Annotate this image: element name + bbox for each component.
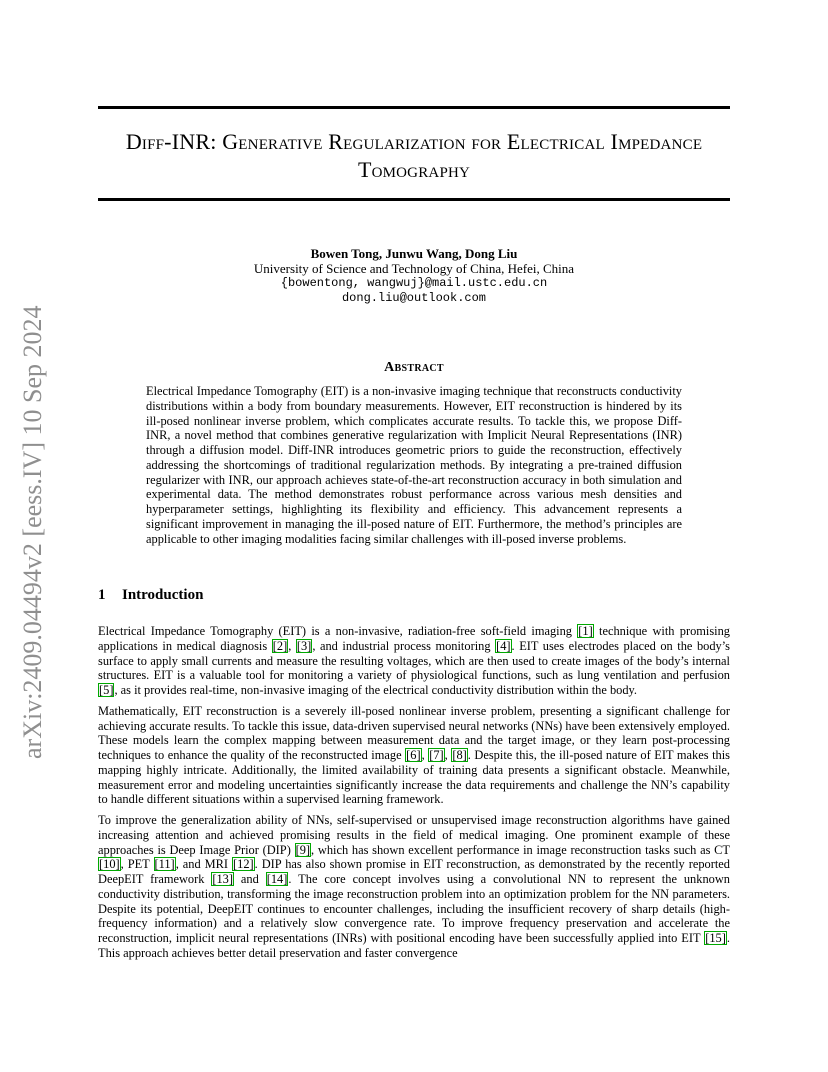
- citation-link[interactable]: [8]: [452, 748, 467, 762]
- section-heading-introduction: [98, 587, 203, 604]
- citation-link[interactable]: [3]: [296, 638, 312, 653]
- text-run: , PET: [120, 857, 154, 872]
- citation-link[interactable]: [10]: [99, 857, 120, 872]
- text-run: . Despite this, the ill-posed nature of EIT makes this mapping highly intricate. Additionally, the limited availability of training data presents a significant obstacle. Meanwhile, measurement error and modeling uncertainties significantly increase the data requirements and challenge the NN’s capability to handle different situations within a supervised learning framework.: [98, 748, 730, 807]
- text-run: and: [234, 872, 266, 886]
- citation-link[interactable]: [7]: [429, 748, 444, 762]
- citation-link[interactable]: [14]: [266, 872, 288, 886]
- author-email-1: {bowentong, wangwuj}@mail.ustc.edu.cn: [280, 276, 548, 290]
- citation-link[interactable]: [12]: [233, 857, 254, 872]
- citation-link[interactable]: [13]: [212, 872, 234, 886]
- text-run: . This approach achieves better detail preservation and faster convergence: [98, 931, 730, 960]
- text-run: , and MRI: [175, 857, 232, 872]
- title-bottom-rule: [98, 198, 730, 201]
- text-run: To improve the generalization ability of NNs, self-supervised or unsupervised image reconstruction algorithms have gained increasing attention and achieved promising results in the field of medical imaging. One prominent example of these approaches is Deep Image Prior (DIP): [98, 813, 730, 857]
- intro-paragraph-1: [98, 624, 730, 698]
- citation-link[interactable]: [11]: [154, 857, 175, 872]
- text-run: ,: [421, 748, 429, 762]
- citation-link[interactable]: [6]: [406, 748, 421, 762]
- citation-link[interactable]: [5]: [99, 683, 114, 697]
- author-affiliation: University of Science and Technology of China, Hefei, China: [253, 261, 575, 276]
- author-names: Bowen Tong, Junwu Wang, Dong Liu: [310, 246, 518, 261]
- text-run: , as it provides real-time, non-invasive imaging of the electrical conductivity distribution within the body.: [114, 683, 638, 697]
- text-run: . DIP has also shown promise in EIT reconstruction, as demonstrated by the recently reported DeepEIT framework: [98, 857, 730, 886]
- citation-link[interactable]: [9]: [295, 842, 311, 857]
- arxiv-identifier: arXiv:2409.04494v2 [eess.IV] 10 Sep 2024: [18, 305, 47, 759]
- text-run: , which has shown excellent performance in image reconstruction tasks such as CT: [311, 842, 730, 857]
- author-email-2: dong.liu@outlook.com: [341, 291, 487, 305]
- text-run: ,: [288, 638, 296, 653]
- section-number: 1: [98, 587, 106, 603]
- abstract-text: Electrical Impedance Tomography (EIT) is a non-invasive imaging technique that reconstructs conductivity distributions within a body from boundary measurements. However, EIT reconstruction is hindered by its ill-posed nonlinear inverse problem, which complicates accurate results. To tackle this, we propose Diff-INR, a novel method that combines generative regularization with Implicit Neural Representations (INR) through a diffusion model. Diff-INR introduces geometric priors to guide the reconstruction, effectively addressing the shortcomings of traditional regularization methods. By integrating a pre-trained diffusion regularizer with INR, our approach achieves state-of-the-art reconstruction accuracy in both simulation and experimental data. The method demonstrates robust performance across various mesh densities and hyperparameter settings, highlighting its flexibility and efficiency. This advancement represents a significant improvement in managing the ill-posed nature of EIT. Furthermore, the method’s principles are applicable to other imaging modalities facing similar challenges with ill-posed inverse problems.: [146, 384, 682, 546]
- text-run: . EIT uses electrodes placed on the body’s surface to apply small currents and measure the resulting voltages, which are then used to create images of the body’s internal structures. EIT is a valuable tool for monitoring a variety of physiological functions, such as lung ventilation and perfusion: [98, 638, 730, 683]
- section-title: Introduction: [122, 587, 204, 603]
- introduction-body: [98, 624, 730, 967]
- text-run: technique with promising applications in medical diagnosis: [98, 624, 730, 653]
- text-run: , and industrial process monitoring: [312, 638, 496, 653]
- citation-link[interactable]: [15]: [705, 931, 726, 945]
- abstract-heading: Abstract: [384, 360, 444, 375]
- text-run: . The core concept involves using a convolutional NN to represent the unknown conductivity distribution, transforming the image reconstruction problem into an optimization problem for the NN parameters. Despite its potential, DeepEIT continues to encounter challenges, including the insufficient recovery of sharp details (high-frequency information) and a relatively slow convergence rate. To improve frequency preservation and accelerate the reconstruction, implicit neural representations (INRs) with positional encoding have been successfully applied into EIT: [98, 872, 730, 945]
- author-block: [98, 246, 730, 306]
- citation-link[interactable]: [2]: [272, 638, 288, 653]
- citation-link[interactable]: [4]: [496, 638, 511, 653]
- text-run: ,: [444, 748, 452, 762]
- text-run: Electrical Impedance Tomography (EIT) is a non-invasive, radiation-free soft-field imaging: [98, 624, 578, 638]
- citation-link[interactable]: [1]: [578, 624, 593, 638]
- intro-paragraph-3: [98, 813, 730, 961]
- title-top-rule: [98, 106, 730, 109]
- text-run: Mathematically, EIT reconstruction is a severely ill-posed nonlinear inverse problem, presenting a significant challenge for achieving accurate results. To tackle this issue, data-driven supervised neural networks (NNs) have been extensively employed. These models learn the complex mapping between measurement data and the target image, or they learn post-processing techniques to enhance the quality of the reconstructed image: [98, 703, 730, 762]
- intro-paragraph-2: [98, 704, 730, 807]
- paper-title: Diff-INR: Generative Regularization for Electrical Impedance Tomography: [125, 129, 703, 182]
